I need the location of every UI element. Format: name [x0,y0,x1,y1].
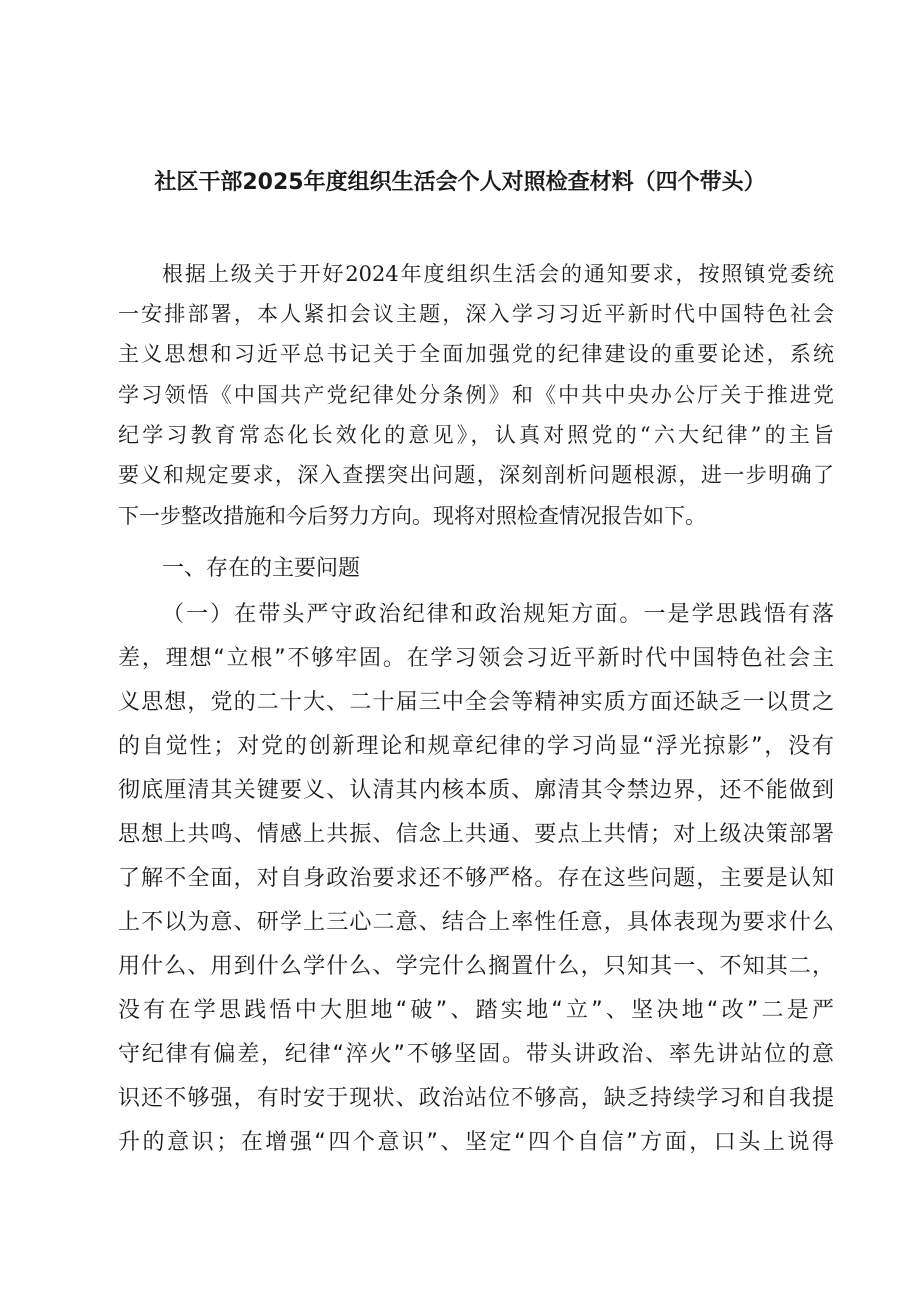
intro-line: 根据上级关于开好2024年度组织生活会的通知要求，按照镇党委统 [162,262,834,286]
body-line: 没有在学思践悟中大胆地“破”、踏实地“立”、坚决地“改”二是严 [118,998,834,1023]
intro-line: 纪学习教育常态化长效化的意见》，认真对照党的“六大纪律”的主旨 [118,423,834,447]
body-line: 差，理想“立根”不够牢固。在学习领会习近平新时代中国特色社会主 [118,646,834,671]
body-line: 彻底厘清其关键要义、认清其内核本质、廓清其令禁边界，还不能做到 [118,778,834,803]
intro-line: 一安排部署，本人紧扣会议主题，深入学习习近平新时代中国特色社会 [118,302,834,326]
body-line: 义思想，党的二十大、二十届三中全会等精神实质方面还缺乏一以贯之 [118,690,834,715]
body-line: 的自觉性；对党的创新理论和规章纪律的学习尚显“浮光掠影”，没有 [118,734,834,759]
body-line: 上不以为意、研学上三心二意、结合上率性任意，具体表现为要求什么 [118,910,834,935]
intro-line: 要义和规定要求，深入查摆突出问题，深刻剖析问题根源，进一步明确了 [118,463,834,487]
document-title: 社区干部2025年度组织生活会个人对照检查材料（四个带头） [154,170,766,195]
body-line: 了解不全面，对自身政治要求还不够严格。存在这些问题，主要是认知 [118,866,834,891]
body-line: 识还不够强，有时安于现状、政治站位不够高，缺乏持续学习和自我提 [118,1086,834,1111]
intro-line: 下一步整改措施和今后努力方向。现将对照检查情况报告如下。 [118,504,706,528]
body-line: 守纪律有偏差，纪律“淬火”不够坚固。带头讲政治、率先讲站位的意 [118,1042,834,1067]
body-line: 用什么、用到什么学什么、学完什么搁置什么，只知其一、不知其二， [118,954,834,979]
body-line: 升的意识；在增强“四个意识”、坚定“四个自信”方面，口头上说得 [118,1130,834,1155]
section-heading: 一、存在的主要问题 [162,556,361,581]
body-line: （一）在带头严守政治纪律和政治规矩方面。一是学思践悟有落 [162,602,834,627]
intro-line: 主义思想和习近平总书记关于全面加强党的纪律建设的重要论述，系统 [118,342,834,366]
intro-line: 学习领悟《中国共产党纪律处分条例》和《中共中央办公厅关于推进党 [118,383,834,407]
body-line: 思想上共鸣、情感上共振、信念上共通、要点上共情；对上级决策部署 [118,822,834,847]
